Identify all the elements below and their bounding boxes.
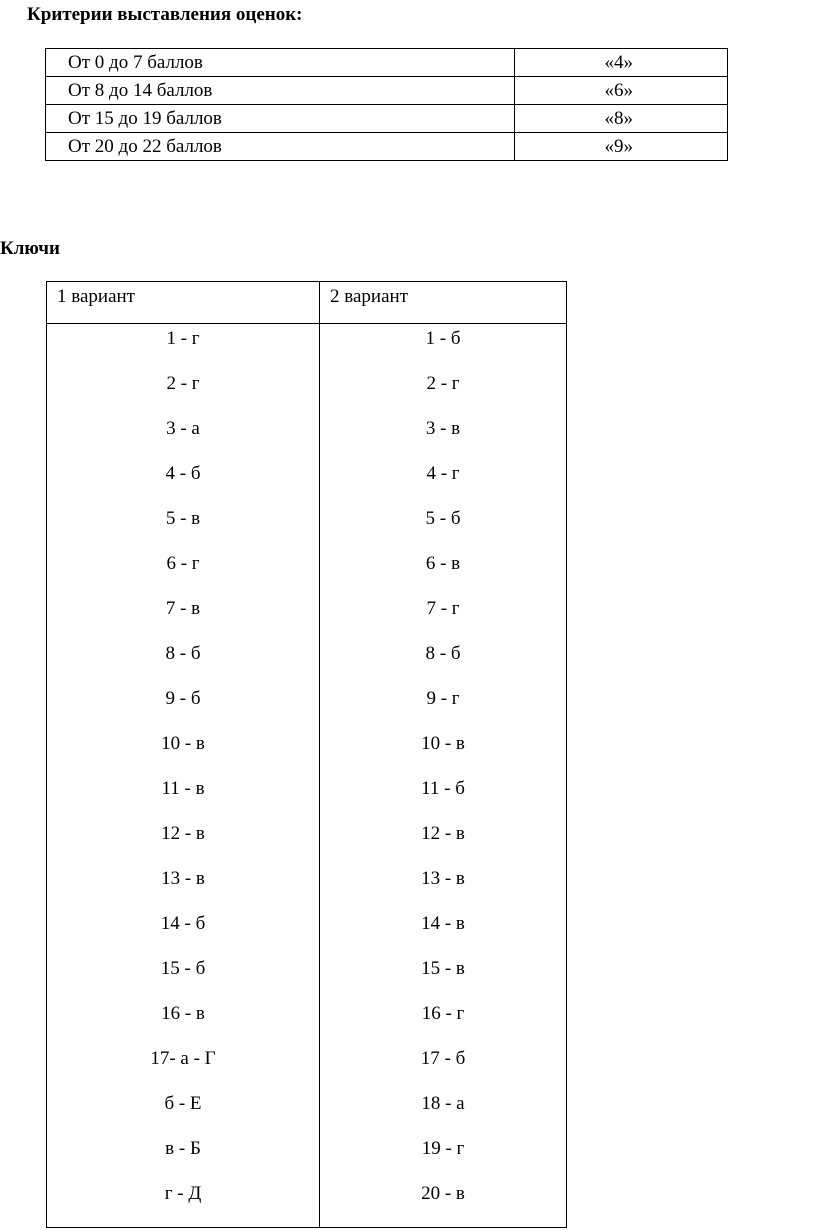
table-row [46,105,728,133]
key-answer-variant-2: 1 - б [320,324,567,370]
table-row [47,549,567,594]
table-row [47,414,567,459]
key-answer-variant-1: 16 - в [47,999,320,1044]
key-answer-variant-1: 5 - в [47,504,320,549]
criteria-range: От 15 до 19 баллов [46,105,515,133]
criteria-grade: «9» [515,133,728,161]
key-answer-variant-1: 14 - б [47,909,320,954]
table-row [46,77,728,105]
table-row [46,133,728,161]
criteria-range: От 8 до 14 баллов [46,77,515,105]
key-answer-variant-1: 10 - в [47,729,320,774]
table-row [47,684,567,729]
key-answer-variant-1: б - Е [47,1089,320,1134]
key-answer-variant-1: 6 - г [47,549,320,594]
key-answer-variant-2: 9 - г [320,684,567,729]
key-answer-variant-1: 2 - г [47,369,320,414]
key-answer-variant-1: 7 - в [47,594,320,639]
criteria-heading: Критерии выставления оценок: [27,4,303,25]
keys-heading: Ключи [0,238,60,259]
key-answer-variant-2: 12 - в [320,819,567,864]
key-answer-variant-2: 2 - г [320,369,567,414]
key-answer-variant-1: 9 - б [47,684,320,729]
key-answer-variant-1: 13 - в [47,864,320,909]
key-answer-variant-1: 11 - в [47,774,320,819]
table-row [47,459,567,504]
criteria-table [45,48,728,161]
table-row [47,324,567,370]
table-row [47,1179,567,1228]
keys-body [47,324,567,1228]
key-answer-variant-1: 1 - г [47,324,320,370]
table-row [47,909,567,954]
key-answer-variant-2: 3 - в [320,414,567,459]
key-answer-variant-2: 4 - г [320,459,567,504]
key-answer-variant-2: 10 - в [320,729,567,774]
key-answer-variant-2: 17 - б [320,1044,567,1089]
table-row [47,729,567,774]
key-answer-variant-1: 12 - в [47,819,320,864]
key-answer-variant-2: 15 - в [320,954,567,999]
key-answer-variant-1: 8 - б [47,639,320,684]
criteria-grade: «8» [515,105,728,133]
key-answer-variant-1: 17- а - Г [47,1044,320,1089]
key-answer-variant-1: 4 - б [47,459,320,504]
table-row [47,369,567,414]
key-answer-variant-1: в - Б [47,1134,320,1179]
key-answer-variant-2: 13 - в [320,864,567,909]
key-answer-variant-2: 19 - г [320,1134,567,1179]
table-row [47,864,567,909]
key-answer-variant-2: 7 - г [320,594,567,639]
keys-header-variant-1: 1 вариант [47,282,320,324]
table-row [47,639,567,684]
table-row [47,504,567,549]
key-answer-variant-2: 6 - в [320,549,567,594]
table-row [47,999,567,1044]
table-row [47,594,567,639]
key-answer-variant-2: 18 - а [320,1089,567,1134]
criteria-grade: «4» [515,49,728,77]
key-answer-variant-2: 14 - в [320,909,567,954]
key-answer-variant-2: 8 - б [320,639,567,684]
table-row [47,774,567,819]
table-row [46,49,728,77]
key-answer-variant-1: 3 - а [47,414,320,459]
key-answer-variant-2: 5 - б [320,504,567,549]
table-row [47,819,567,864]
table-row [47,1089,567,1134]
key-answer-variant-2: 11 - б [320,774,567,819]
table-row [47,954,567,999]
table-row [47,1134,567,1179]
keys-header-row [47,282,567,324]
table-row [47,1044,567,1089]
key-answer-variant-1: 15 - б [47,954,320,999]
keys-header-variant-2: 2 вариант [320,282,567,324]
key-answer-variant-2: 20 - в [320,1179,567,1228]
criteria-range: От 20 до 22 баллов [46,133,515,161]
criteria-range: От 0 до 7 баллов [46,49,515,77]
key-answer-variant-2: 16 - г [320,999,567,1044]
keys-table [46,281,567,1228]
key-answer-variant-1: г - Д [47,1179,320,1228]
criteria-grade: «6» [515,77,728,105]
